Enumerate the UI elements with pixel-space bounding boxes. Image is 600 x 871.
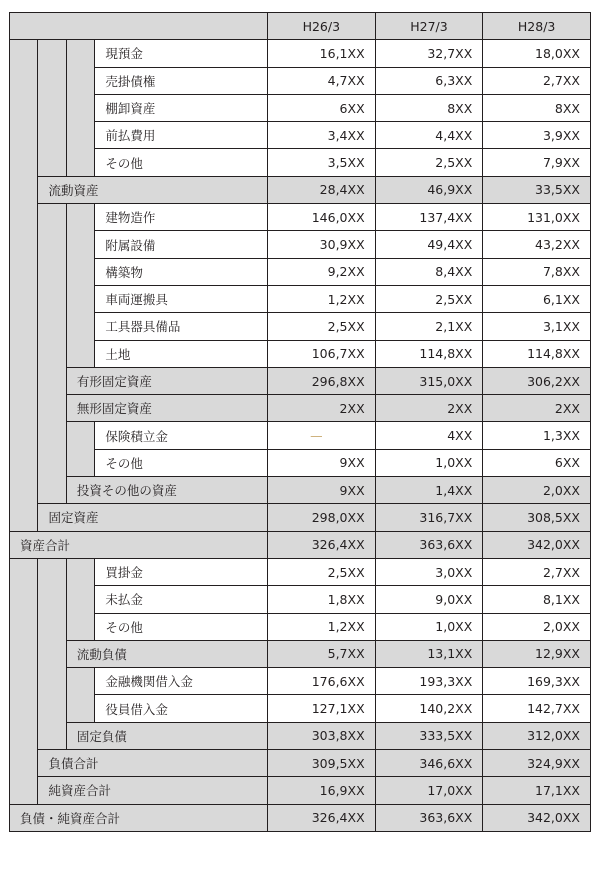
cell-value: 43,2XX <box>483 231 591 258</box>
row-label: 構築物 <box>95 258 268 285</box>
cell-value: 309,5XX <box>267 750 375 777</box>
total-row <box>10 804 591 831</box>
row-label: 固定負債 <box>66 722 267 749</box>
indent-liabilities <box>38 558 66 749</box>
cell-value: 2,5XX <box>267 313 375 340</box>
subtotal-row <box>10 750 591 777</box>
cell-value: 3,5XX <box>267 149 375 176</box>
row-label: 負債・純資産合計 <box>10 804 268 831</box>
row-label: 工具器具備品 <box>95 313 268 340</box>
row-label: 無形固定資産 <box>66 395 267 422</box>
subtotal-row <box>10 504 591 531</box>
indent-current-assets-items <box>66 40 94 176</box>
table-row <box>10 313 591 340</box>
cell-value: 342,0XX <box>483 804 591 831</box>
table-row <box>10 258 591 285</box>
header-row <box>10 13 591 40</box>
cell-value: 363,6XX <box>375 804 483 831</box>
cell-value: 2,5XX <box>375 149 483 176</box>
cell-value: 316,7XX <box>375 504 483 531</box>
cell-value: 8XX <box>483 94 591 121</box>
cell-value: 2,7XX <box>483 67 591 94</box>
cell-value: 312,0XX <box>483 722 591 749</box>
table-row <box>10 285 591 312</box>
table-row <box>10 340 591 367</box>
cell-value: 6,1XX <box>483 285 591 312</box>
cell-value: 169,3XX <box>483 668 591 695</box>
cell-value: 7,9XX <box>483 149 591 176</box>
cell-value: 176,6XX <box>267 668 375 695</box>
row-label: 前払費用 <box>95 122 268 149</box>
cell-value: 1,0XX <box>375 613 483 640</box>
cell-value: 3,4XX <box>267 122 375 149</box>
cell-value: 146,0XX <box>267 204 375 231</box>
row-label: 投資その他の資産 <box>66 477 267 504</box>
cell-value: 49,4XX <box>375 231 483 258</box>
cell-value: 296,8XX <box>267 367 375 394</box>
cell-value: 4,4XX <box>375 122 483 149</box>
cell-value: 13,1XX <box>375 640 483 667</box>
cell-value: 8,4XX <box>375 258 483 285</box>
cell-value: 2,0XX <box>483 613 591 640</box>
table-row <box>10 613 591 640</box>
header-corner <box>10 13 268 40</box>
subtotal-row <box>10 477 591 504</box>
subtotal-row <box>10 722 591 749</box>
cell-value: 1,2XX <box>267 285 375 312</box>
row-label: 役員借入金 <box>95 695 268 722</box>
row-label: 固定資産 <box>38 504 268 531</box>
table-row <box>10 94 591 121</box>
row-label: 未払金 <box>95 586 268 613</box>
cell-value: 4,7XX <box>267 67 375 94</box>
row-label: 純資産合計 <box>38 777 268 804</box>
cell-value: 17,1XX <box>483 777 591 804</box>
cell-value: 8,1XX <box>483 586 591 613</box>
cell-value: 142,7XX <box>483 695 591 722</box>
indent-fixed-assets <box>38 204 66 504</box>
cell-value: 326,4XX <box>267 531 375 558</box>
table-row <box>10 586 591 613</box>
row-label: 棚卸資産 <box>95 94 268 121</box>
row-label: 車両運搬具 <box>95 285 268 312</box>
cell-value: 131,0XX <box>483 204 591 231</box>
table-row <box>10 695 591 722</box>
subtotal-row <box>10 367 591 394</box>
row-label: 売掛債権 <box>95 67 268 94</box>
cell-value: 16,1XX <box>267 40 375 67</box>
cell-value: 2XX <box>375 395 483 422</box>
cell-value: 9,0XX <box>375 586 483 613</box>
cell-value: 18,0XX <box>483 40 591 67</box>
row-label: 負債合計 <box>38 750 268 777</box>
cell-value: 315,0XX <box>375 367 483 394</box>
row-label: 金融機関借入金 <box>95 668 268 695</box>
cell-value: 4XX <box>375 422 483 449</box>
cell-value: 308,5XX <box>483 504 591 531</box>
indent-assets <box>10 40 38 531</box>
cell-value: 2,7XX <box>483 558 591 585</box>
table-row <box>10 122 591 149</box>
total-row <box>10 531 591 558</box>
cell-value: 28,4XX <box>267 176 375 203</box>
table-row <box>10 668 591 695</box>
row-label: 附属設備 <box>95 231 268 258</box>
table-row <box>10 558 591 585</box>
cell-value: 114,8XX <box>483 340 591 367</box>
cell-value: 2,5XX <box>375 285 483 312</box>
cell-value: 333,5XX <box>375 722 483 749</box>
cell-value: 346,6XX <box>375 750 483 777</box>
cell-value: 17,0XX <box>375 777 483 804</box>
cell-value: 7,8XX <box>483 258 591 285</box>
cell-value: 1,8XX <box>267 586 375 613</box>
cell-value: 127,1XX <box>267 695 375 722</box>
cell-value: 2,5XX <box>267 558 375 585</box>
cell-value: 140,2XX <box>375 695 483 722</box>
cell-value: 32,7XX <box>375 40 483 67</box>
cell-value: 306,2XX <box>483 367 591 394</box>
cell-value: 3,1XX <box>483 313 591 340</box>
cell-value: 303,8XX <box>267 722 375 749</box>
indent-fixed-liabilities <box>66 668 94 723</box>
table-row <box>10 422 591 449</box>
subtotal-row <box>10 777 591 804</box>
cell-value: 2,1XX <box>375 313 483 340</box>
row-label: 現預金 <box>95 40 268 67</box>
cell-value: 33,5XX <box>483 176 591 203</box>
table-row <box>10 449 591 476</box>
row-label: 資産合計 <box>10 531 268 558</box>
row-label: 有形固定資産 <box>66 367 267 394</box>
cell-value: 1,2XX <box>267 613 375 640</box>
cell-value: 9XX <box>267 449 375 476</box>
column-header: H28/3 <box>483 13 591 40</box>
cell-value: 324,9XX <box>483 750 591 777</box>
table-row <box>10 40 591 67</box>
cell-value: 1,0XX <box>375 449 483 476</box>
indent-liabilities-net-assets <box>10 558 38 804</box>
subtotal-row <box>10 640 591 667</box>
cell-value: 2XX <box>267 395 375 422</box>
cell-value: 6XX <box>267 94 375 121</box>
cell-value: 326,4XX <box>267 804 375 831</box>
cell-value: 30,9XX <box>267 231 375 258</box>
column-header: H26/3 <box>267 13 375 40</box>
table-row <box>10 204 591 231</box>
cell-value: 1,3XX <box>483 422 591 449</box>
cell-value: 12,9XX <box>483 640 591 667</box>
row-label: 買掛金 <box>95 558 268 585</box>
cell-value: 298,0XX <box>267 504 375 531</box>
cell-value: 3,9XX <box>483 122 591 149</box>
cell-value: 137,4XX <box>375 204 483 231</box>
subtotal-row <box>10 395 591 422</box>
row-label: 土地 <box>95 340 268 367</box>
indent-tangible-assets <box>66 204 94 368</box>
cell-value: 6XX <box>483 449 591 476</box>
cell-value: 342,0XX <box>483 531 591 558</box>
row-label: 建物造作 <box>95 204 268 231</box>
cell-value: 2XX <box>483 395 591 422</box>
cell-value: 2,0XX <box>483 477 591 504</box>
cell-value: 114,8XX <box>375 340 483 367</box>
row-label: その他 <box>95 149 268 176</box>
indent-investments <box>66 422 94 477</box>
column-header: H27/3 <box>375 13 483 40</box>
table-row <box>10 149 591 176</box>
row-label: 保険積立金 <box>95 422 268 449</box>
cell-value: 363,6XX <box>375 531 483 558</box>
cell-value: 1,4XX <box>375 477 483 504</box>
row-label: 流動負債 <box>66 640 267 667</box>
cell-value: 9,2XX <box>267 258 375 285</box>
cell-value: 6,3XX <box>375 67 483 94</box>
balance-sheet-table <box>9 12 591 832</box>
cell-value: 106,7XX <box>267 340 375 367</box>
row-label: その他 <box>95 449 268 476</box>
row-label: 流動資産 <box>38 176 268 203</box>
balance-sheet <box>9 12 591 832</box>
cell-value: 193,3XX <box>375 668 483 695</box>
cell-value: 46,9XX <box>375 176 483 203</box>
indent-current-assets <box>38 40 66 176</box>
cell-value: 3,0XX <box>375 558 483 585</box>
row-label: その他 <box>95 613 268 640</box>
cell-value: 16,9XX <box>267 777 375 804</box>
table-row <box>10 67 591 94</box>
subtotal-row <box>10 176 591 203</box>
indent-current-liabilities <box>66 558 94 640</box>
table-row <box>10 231 591 258</box>
cell-value: 9XX <box>267 477 375 504</box>
cell-value: 8XX <box>375 94 483 121</box>
cell-value: — <box>267 422 375 449</box>
cell-value: 5,7XX <box>267 640 375 667</box>
